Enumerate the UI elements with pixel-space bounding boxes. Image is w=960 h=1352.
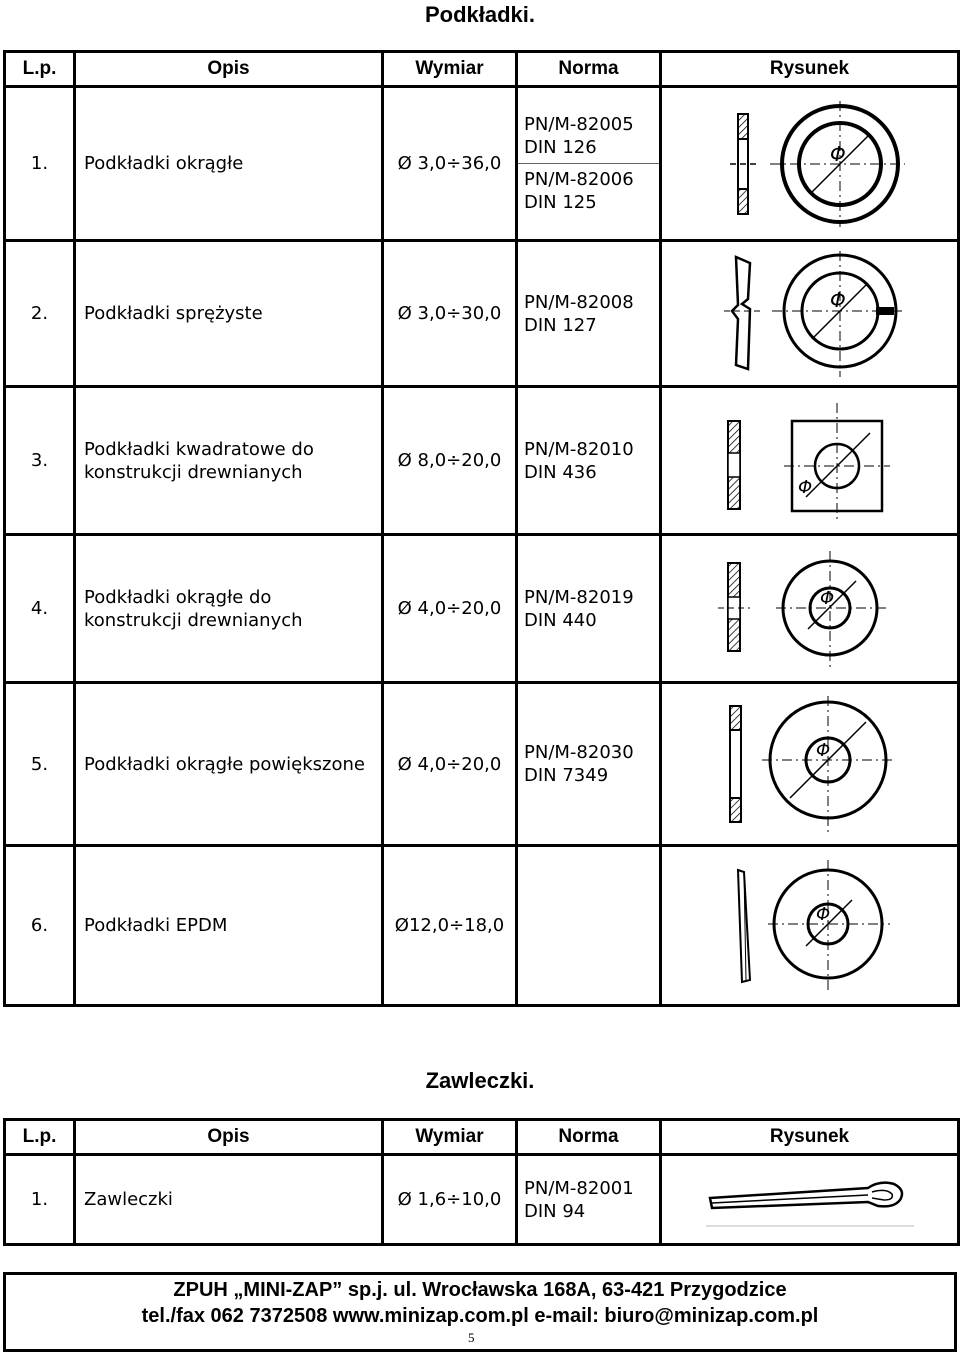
page-number: 5 xyxy=(468,1330,475,1345)
row-number: 2. xyxy=(5,241,75,387)
svg-text:Φ: Φ xyxy=(829,287,846,312)
washers-table xyxy=(3,50,960,1007)
row-drawing xyxy=(661,1155,959,1245)
header-rysunek: Rysunek xyxy=(661,52,959,87)
row-number: 1. xyxy=(5,87,75,241)
table-row xyxy=(5,241,959,387)
row-drawing xyxy=(661,87,959,241)
svg-text:Φ: Φ xyxy=(815,903,830,925)
row-number: 5. xyxy=(5,683,75,846)
row-description: Podkładki EPDM xyxy=(75,846,383,1006)
row-description: Podkładki sprężyste xyxy=(75,241,383,387)
svg-text:Φ: Φ xyxy=(819,587,834,609)
svg-text:Φ: Φ xyxy=(829,141,846,166)
cotter-pin-icon xyxy=(700,1170,920,1230)
row-dimension: Ø 4,0÷20,0 xyxy=(383,535,517,683)
square-washer-icon xyxy=(710,401,910,521)
row-dimension: Ø12,0÷18,0 xyxy=(383,846,517,1006)
row-number: 6. xyxy=(5,846,75,1006)
row-standard: PN/M-82019 DIN 440 xyxy=(517,535,661,683)
pins-table xyxy=(3,1118,960,1246)
row-dimension: Ø 4,0÷20,0 xyxy=(383,683,517,846)
row-number: 3. xyxy=(5,387,75,535)
pins-title: Zawleczki. xyxy=(425,1068,535,1093)
epdm-washer-icon xyxy=(710,856,910,996)
footer-address: ZPUH „MINI-ZAP” sp.j. ul. Wrocławska 168A, 63-421 Przygodzice xyxy=(173,1279,787,1301)
row-dimension: Ø 3,0÷36,0 xyxy=(383,87,517,241)
table-header-row xyxy=(5,1120,959,1155)
wood-round-washer-icon xyxy=(710,549,910,669)
table-row xyxy=(5,1155,959,1245)
flat-round-washer-icon xyxy=(710,99,910,229)
row-standard: PN/M-82005 DIN 126 PN/M-82006 DIN 125 xyxy=(517,87,661,241)
table-row xyxy=(5,683,959,846)
row-description: Podkładki kwadratowe do konstrukcji drewnianych xyxy=(75,387,383,535)
row-standard: PN/M-82008 DIN 127 xyxy=(517,241,661,387)
header-opis: Opis xyxy=(75,1120,383,1155)
svg-text:Φ: Φ xyxy=(815,740,830,761)
header-rysunek: Rysunek xyxy=(661,1120,959,1155)
row-number: 4. xyxy=(5,535,75,683)
header-lp: L.p. xyxy=(5,52,75,87)
header-norma: Norma xyxy=(517,52,661,87)
table-row xyxy=(5,535,959,683)
row-standard: PN/M-82001 DIN 94 xyxy=(517,1155,661,1245)
header-opis: Opis xyxy=(75,52,383,87)
row-drawing xyxy=(661,387,959,535)
svg-text:Φ: Φ xyxy=(797,476,812,498)
row-description: Podkładki okrągłe powiększone xyxy=(75,683,383,846)
spring-washer-icon xyxy=(710,249,910,379)
company-footer xyxy=(3,1272,957,1352)
washers-title: Podkładki. xyxy=(424,2,536,27)
table-header-row xyxy=(5,52,959,87)
row-drawing xyxy=(661,241,959,387)
row-description: Podkładki okrągłe do konstrukcji drewnianych xyxy=(75,535,383,683)
header-wymiar: Wymiar xyxy=(383,1120,517,1155)
header-wymiar: Wymiar xyxy=(383,52,517,87)
table-row xyxy=(5,387,959,535)
enlarged-round-washer-icon xyxy=(710,694,910,834)
footer-contact: tel./fax 062 7372508 www.minizap.com.pl e-mail: biuro@minizap.com.pl xyxy=(141,1305,819,1327)
header-norma: Norma xyxy=(517,1120,661,1155)
row-description: Podkładki okrągłe xyxy=(75,87,383,241)
row-standard xyxy=(517,846,661,1006)
row-standard: PN/M-82030 DIN 7349 xyxy=(517,683,661,846)
row-dimension: Ø 3,0÷30,0 xyxy=(383,241,517,387)
row-dimension: Ø 1,6÷10,0 xyxy=(383,1155,517,1245)
row-number: 1. xyxy=(5,1155,75,1245)
header-lp: L.p. xyxy=(5,1120,75,1155)
row-standard: PN/M-82010 DIN 436 xyxy=(517,387,661,535)
table-row xyxy=(5,846,959,1006)
row-drawing xyxy=(661,846,959,1006)
row-drawing xyxy=(661,535,959,683)
row-dimension: Ø 8,0÷20,0 xyxy=(383,387,517,535)
row-description: Zawleczki xyxy=(75,1155,383,1245)
row-drawing xyxy=(661,683,959,846)
table-row xyxy=(5,87,959,241)
